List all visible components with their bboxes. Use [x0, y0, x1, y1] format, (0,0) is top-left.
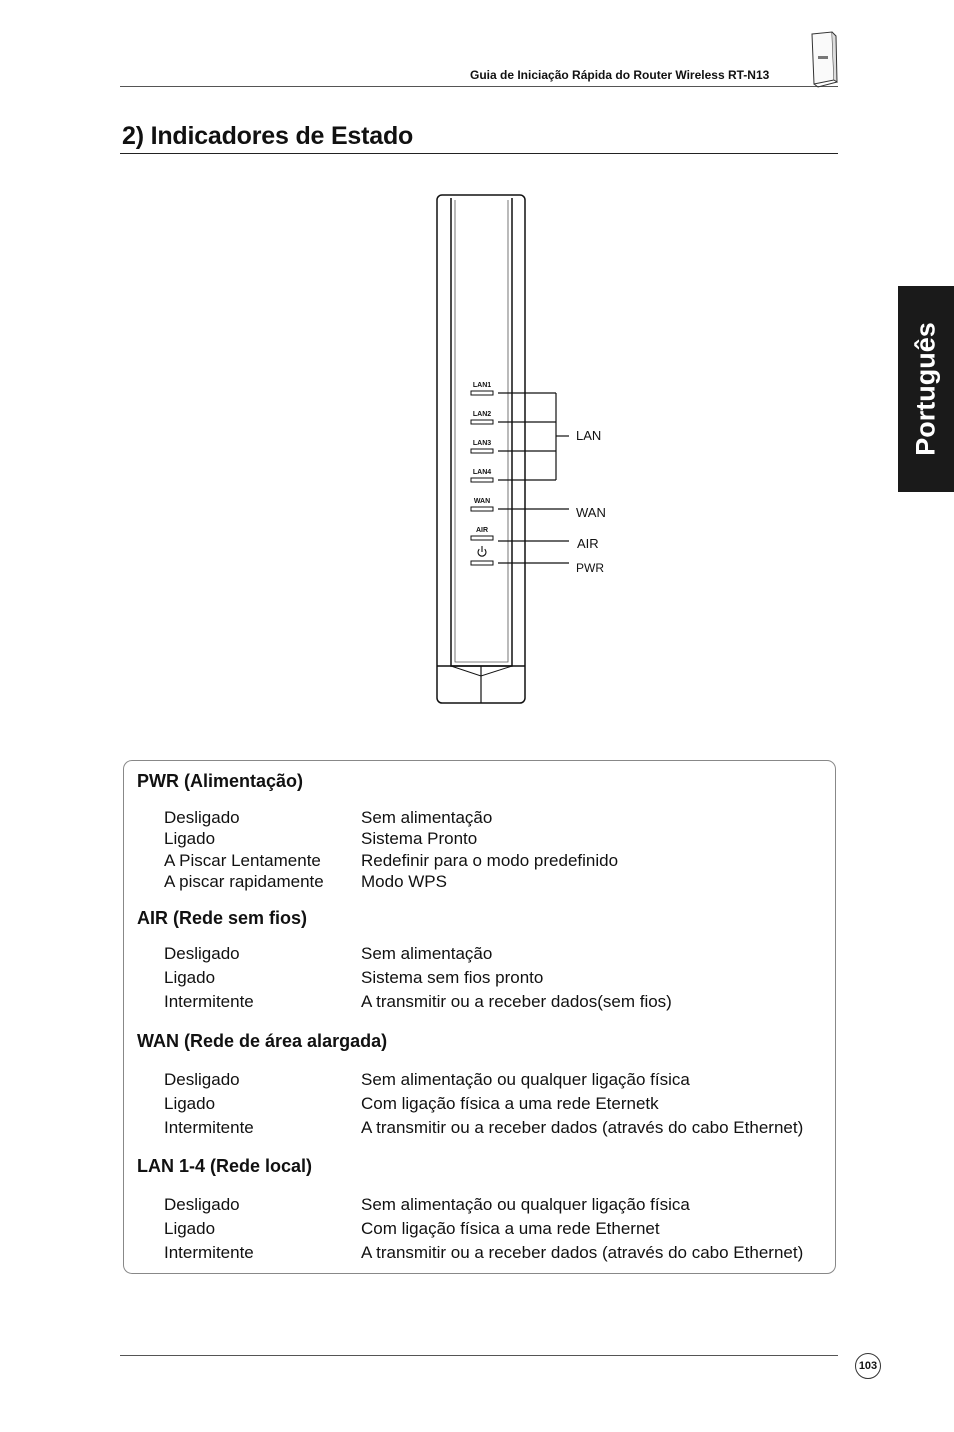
led-pwr: [471, 561, 493, 565]
group-title-pwr: PWR (Alimentação): [137, 771, 304, 791]
callout-lan: LAN: [576, 428, 602, 443]
air-desc-3: A transmitir ou a receber dados(sem fios): [361, 992, 672, 1011]
lan-state-3: Intermitente: [164, 1243, 254, 1262]
callout-air: AIR: [577, 536, 599, 551]
air-state-3: Intermitente: [164, 992, 254, 1011]
pwr-desc-3: Redefinir para o modo predefinido: [361, 851, 619, 870]
router-front-diagram: [430, 190, 630, 710]
group-title-lan: LAN 1-4 (Rede local): [137, 1156, 313, 1176]
air-desc-2: Sistema sem fios pronto: [361, 968, 544, 987]
pwr-desc-2: Sistema Pronto: [361, 829, 478, 848]
lan-desc-3: A transmitir ou a receber dados (através do cabo Ethernet): [361, 1243, 804, 1262]
air-state-2: Ligado: [164, 968, 216, 987]
led-label-lan3: LAN3: [472, 440, 492, 447]
language-tab: [898, 286, 954, 492]
lan-state-1: Desligado: [164, 1195, 240, 1214]
running-header: Guia de Iniciação Rápida do Router Wireless RT-N13: [470, 68, 770, 82]
pwr-desc-4: Modo WPS: [361, 872, 447, 891]
group-title-air: AIR (Rede sem fios): [137, 908, 308, 928]
led-wan: [471, 507, 493, 511]
language-tab-label: Português: [910, 322, 941, 456]
led-label-lan2: LAN2: [472, 411, 492, 418]
pwr-state-2: Ligado: [164, 829, 216, 848]
led-label-wan: WAN: [473, 498, 491, 505]
lan-desc-1: Sem alimentação ou qualquer ligação física: [361, 1195, 690, 1214]
lan-desc-2: Com ligação física a uma rede Ethernet: [361, 1219, 660, 1238]
wan-desc-2: Com ligação física a uma rede Eternetk: [361, 1094, 659, 1113]
wan-state-3: Intermitente: [164, 1118, 254, 1137]
wan-desc-3: A transmitir ou a receber dados (através do cabo Ethernet): [361, 1118, 804, 1137]
section-title: 2) Indicadores de Estado: [122, 122, 414, 150]
pwr-state-4: A piscar rapidamente: [164, 872, 324, 891]
air-desc-1: Sem alimentação: [361, 944, 493, 963]
footer-rule: [120, 1355, 838, 1356]
callout-wan: WAN: [576, 505, 606, 520]
led-lan4: [471, 478, 493, 482]
led-lan3: [471, 449, 493, 453]
pwr-state-3: A Piscar Lentamente: [164, 851, 321, 870]
led-label-lan1: LAN1: [472, 382, 492, 389]
header-rule: [120, 86, 838, 87]
led-lan1: [471, 391, 493, 395]
led-label-lan4: LAN4: [472, 469, 492, 476]
group-title-wan: WAN (Rede de área alargada): [137, 1031, 388, 1051]
router-thumbnail-icon: [806, 30, 840, 88]
callout-pwr: PWR: [576, 561, 604, 575]
wan-state-1: Desligado: [164, 1070, 240, 1089]
lan-state-2: Ligado: [164, 1219, 216, 1238]
led-label-air: AIR: [475, 527, 489, 534]
wan-desc-1: Sem alimentação ou qualquer ligação física: [361, 1070, 690, 1089]
air-state-1: Desligado: [164, 944, 240, 963]
led-air: [471, 536, 493, 540]
wan-state-2: Ligado: [164, 1094, 216, 1113]
section-rule: [120, 153, 838, 154]
page-number: 103: [855, 1353, 881, 1379]
led-lan2: [471, 420, 493, 424]
pwr-desc-1: Sem alimentação: [361, 808, 493, 827]
pwr-state-1: Desligado: [164, 808, 240, 827]
